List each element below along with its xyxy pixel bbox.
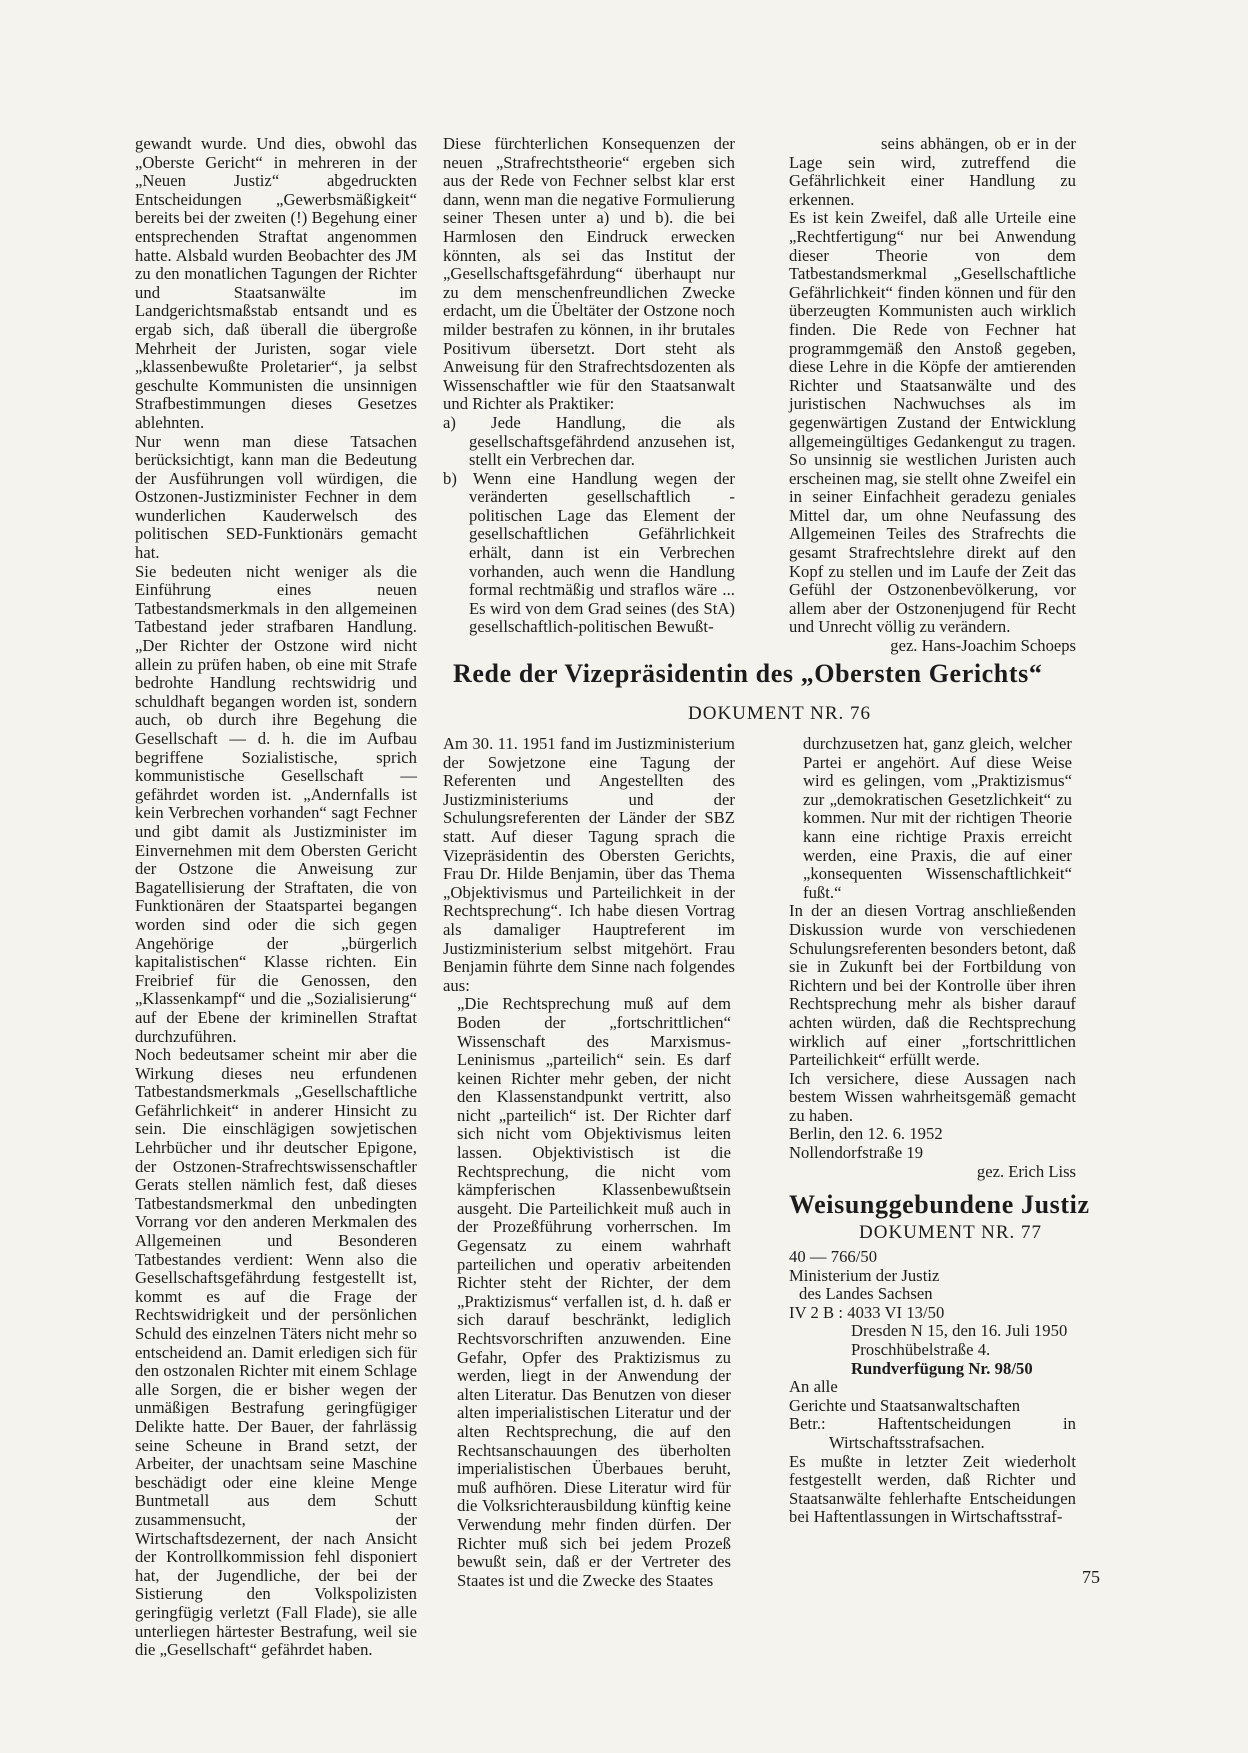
paragraph: seins abhängen, ob er in der Lage sein wird, zutreffend die Gefährlichkeit einer Handlung zu erkennen. (789, 134, 1076, 209)
addressee: An alle (789, 1377, 838, 1397)
list-item: b) Wenn eine Handlung wegen der veränderten gesellschaftlich - politischen Lage das Element der gesellschaftlichen Gefährlichkeit erhält, dann ist ein Verbrechen vorhanden, auch wenn die Handlung formal rechtmäßig und straflos wäre ... Es wird von dem Grad seines (des StA) gesellschaftlich-politischen Bewußt- (443, 468, 735, 637)
signature: gez. Erich Liss (976, 1161, 1076, 1181)
section-heading: Weisunggebundene Justiz (789, 1190, 1090, 1219)
ministry: Ministerium der Justiz (789, 1265, 940, 1285)
document-number: DOKUMENT NR. 76 (688, 703, 872, 724)
signature: gez. Hans-Joachim Schoeps (890, 636, 1076, 656)
quote-continued: durchzusetzen hat, ganz gleich, welcher Partei er angehört. Auf diese Weise wird es gelingen, vom „Praktizismus“ zur „demokratischen Gesetzlichkeit“ zu kommen. Nur mit der richtigen Theorie kann eine richtige Praxis erreicht werden, eine Praxis, die auf einer „konsequenten Wissenschaftlichkeit“ fußt.“ (803, 734, 1072, 902)
street: Proschhübelstraße 4. (851, 1339, 991, 1359)
file-number: IV 2 B : 4033 VI 13/50 (789, 1302, 945, 1322)
paragraph: Ich versichere, diese Aussagen nach bestem Wissen wahrheitsgemäß gemacht zu haben. (789, 1068, 1076, 1125)
paragraph: Diese fürchterlichen Konsequenzen der neuen „Strafrechtstheorie“ ergeben sich aus der Rede von Fechner selbst klar erst dann, wenn man die negative Formulierung seiner Thesen unter a) und b). die bei Harmlosen den Eindruck erwecken könnten, als sei das Institut der „Gesellschaftsgefährdung“ überhaupt nur zu dem menschenfreundlichen Zwecke erdacht, um die Übeltäter der Ostzone noch milder bestrafen zu können, in ihr brutales Positivum übersetzt. Dort steht als Anweisung für den Strafrechtsdozenten als Wissenschaftler wie für den Staatsanwalt und Richter als Praktiker: (443, 134, 735, 414)
street: Nollendorfstraße 19 (789, 1143, 924, 1163)
decree-title: Rundverfügung Nr. 98/50 (851, 1358, 1033, 1378)
paragraph: Es ist kein Zweifel, daß alle Urteile eine „Rechtfertigung“ nur bei Anwendung dieser Theorie von dem Tatbestandsmerkmal „Gesellschaftliche Gefährlichkeit“ finden können und für den überzeugten Kommunisten auch wirklich finden. Die Rede von Fechner hat programmgemäß den Anstoß gegeben, diese Lehre in die Köpfe der amtierenden Richter und Staatsanwälte und des juristischen Nachwuchses als im gegenwärtigen Zustand der Entwicklung allgemeingültiges Gedankengut zu tragen. So unsinnig sie westlichen Juristen auch erscheinen mag, sie stellt ohne Zweifel ein in seiner Einfachheit geradezu geniales Mittel dar, um ohne Neufassung des Allgemeinen Teiles des Strafrechts die gesamt Strafrechtslehre direkt auf den Kopf zu stellen und im Laufe der Zeit das Gefühl der Ostzonenbevölkerung, vor allem aber der Ostzonenjugend für Recht und Unrecht völlig zu verändern. (789, 208, 1076, 637)
paragraph: Noch bedeutsamer scheint mir aber die Wirkung dieses neu erfundenen Tatbestandsmerkmals „Gesellschaftliche Gefährlichkeit“ in anderer Hinsicht zu sein. Die einschlägigen sowjetischen Lehrbücher und ihr deutscher Epigone, der Ostzonen-Strafrechtswissenschaftler Gerats stellen nämlich fest, daß dieses Tatbestandsmerkmal den unbedingten Vorrang vor den anderen Merkmalen des Allgemeinen und Besonderen Tatbestandes verdient: Wenn also die Gesellschaftsgefährdung festgestellt ist, kommt es auf die Frage der Rechtswidrigkeit und der persönlichen Schuld des einzelnen Täters nicht mehr so entscheidend an. Damit erledigen sich für den ostzonalen Richter mit einem Schlage alle Sorgen, die er bisher wegen der unmäßigen Bestrafung geringfügiger Delikte hatte. Der Bauer, der fahrlässig seine Scheune in Brand setzt, der Arbeiter, der unachtsam seine Maschine beschädigt oder eine kleine Menge Buntmetall aus dem Schutt zusammensucht, der Wirtschaftsdezernent, der nach Ansicht der Kontrollkommission fehl disponiert hat, der Jugendliche, der bei der Sistierung den Volkspolizisten geringfügig verletzt (Fall Flade), sie alle unterliegen härtester Bestrafung, weil sie die „Gesellschaft“ gefährdet haben. (135, 1045, 417, 1660)
list-item: a) Jede Handlung, die als gesellschaftsgefährdend anzusehen ist, stellt ein Verbrechen dar. (443, 412, 735, 470)
page-number: 75 (1082, 1567, 1100, 1587)
addressee: Gerichte und Staatsanwaltschaften (789, 1395, 1021, 1415)
paragraph: Sie bedeuten nicht weniger als die Einführung eines neuen Tatbestandsmerkmals in den allgemeinen Tatbestand jeder strafbaren Handlung. „Der Richter der Ostzone wird nicht allein zu prüfen haben, ob eine mit Strafe bedrohte Handlung rechtswidrig und schuldhaft begangen worden ist, sondern auch, ob durch ihre Begehung die Gesellschaft — d. h. die im Aufbau begriffene Sozialistische, sprich kommunistische Gesellschaft — gefährdet worden ist. „Andernfalls ist kein Verbrechen vorhanden“ sagt Fechner und gibt damit als Justizminister im Einvernehmen mit dem Obersten Gericht der Ostzone die Anweisung zur Bagatellisierung der Straftaten, die von Funktionären der Staatspartei begangen worden sind oder die sich gegen Angehörige der „bürgerlich kapitalistischen“ Klasse richten. Ein Freibrief für die Genossen, den „Klassenkampf“ und die „Sozialisierung“ auf der Ebene der kriminellen Straftat durchzuführen. (135, 561, 417, 1046)
column-middle-top (443, 135, 735, 637)
section2-block (789, 1190, 1090, 1527)
section-heading: Rede der Vizepräsidentin des „Obersten Gerichts“ (453, 659, 1043, 688)
column-middle-bottom (443, 735, 735, 1590)
document-number: DOKUMENT NR. 77 (859, 1222, 1043, 1243)
column-left (135, 135, 417, 1660)
place-date: Berlin, den 12. 6. 1952 (789, 1124, 943, 1144)
column-right-bottom (789, 735, 1076, 1181)
quote: „Die Rechtsprechung muß auf dem Boden der „fortschrittlichen“ Wissenschaft des Marxismus-Leninismus „parteilich“ sein. Es darf keinen Richter mehr geben, der nicht den Klassenstandpunkt vertritt, also nicht „parteilich“ ist. Der Richter darf sich nicht vom Objektivismus leiten lassen. Objektivistisch ist die Rechtsprechung, die nicht vom kämpferischen Klassenbewußtsein ausgeht. Die Parteilichkeit muß auch in der Prozeßführung vorherrschen. Im Gegensatz zu einem wahrhaft parteilichen und operativ arbeitenden Richter steht der Richter, der dem „Praktizismus“ verfallen ist, d. h. daß er sich darauf beschränkt, lediglich Rechtsvorschriften anzuwenden. Eine Gefahr, Opfer des Praktizismus zu werden, liegt in der Anwendung der alten Literatur. Das Benutzen von dieser alten imperialistischen Literatur und der alten Rechtsprechung, die auf den Rechtsanschauungen des überholten imperialistischen Überbaues beruht, muß aufhören. Diese Literatur wird für die Volksrichterausbildung künftig keine Verwendung mehr finden dürfen. Der Richter muß sich bei jedem Prozeß bewußt sein, daß er der Vertreter des Staates ist und die Zwecke des Staates (457, 994, 731, 1590)
paragraph: Es mußte in letzter Zeit wiederholt festgestellt werden, daß Richter und Staatsanwälte fehlerhafte Entscheidungen bei Haftentlassungen in Wirtschaftsstraf- (789, 1451, 1076, 1527)
paragraph: In der an diesen Vortrag anschließenden Diskussion wurde von verschiedenen Schulungsreferenten besonders betont, daß sie in Zukunft bei der Fortbildung von Richtern und bei der Kontrolle über ihren Rechtsprechung mehr als bisher darauf achten würden, daß die Rechtsprechung wirklich auf einer „fortschrittlichen Parteilichkeit“ erfüllt werde. (789, 901, 1076, 1070)
column-right-top (789, 135, 1076, 656)
ministry: des Landes Sachsen (799, 1284, 933, 1304)
subject: Betr.: Haftentscheidungen in Wirtschaftsstrafsachen. (789, 1414, 1076, 1452)
paragraph: Nur wenn man diese Tatsachen berücksichtigt, kann man die Bedeutung der Ausführungen voll würdigen, die Ostzonen-Justizminister Fechner in dem wunderlichen Kauderwelsch des politischen SED-Funktionärs gemacht hat. (135, 431, 417, 563)
paragraph: gewandt wurde. Und dies, obwohl das „Oberste Gericht“ in mehreren in der „Neuen Justiz“ abgedruckten Entscheidungen „Gewerbsmäßigkeit“ bereits bei der zweiten (!) Begehung einer entsprechenden Straftat angenommen hatte. Alsbald wurden Beobachter des JM zu den monatlichen Tagungen der Richter und Staatsanwälte im Landgerichtsmaßstab entsandt und es ergab sich, daß überall die übergroße Mehrheit der Juristen, sogar viele „klassenbewußte Proletarier“, ja selbst geschulte Kommunisten die unsinnigen Strafbestimmungen dieses Gesetzes ablehnten. (135, 134, 417, 432)
paragraph: Am 30. 11. 1951 fand im Justizministerium der Sowjetzone eine Tagung der Referenten und Angestellten des Justizministeriums und der Schulungsreferenten der Länder der SBZ statt. Auf dieser Tagung sprach die Vizepräsidentin des Obersten Gerichts, Frau Dr. Hilde Benjamin, über das Thema „Objektivismus und Parteilichkeit in der Rechtsprechung“. Ich habe diesen Vortrag als damaliger Hauptreferent im Justizministerium selbst mitgehört. Frau Benjamin führte dem Sinne nach folgendes aus: (443, 734, 735, 995)
reference: 40 — 766/50 (789, 1247, 878, 1266)
place-date: Dresden N 15, den 16. Juli 1950 (851, 1321, 1068, 1341)
